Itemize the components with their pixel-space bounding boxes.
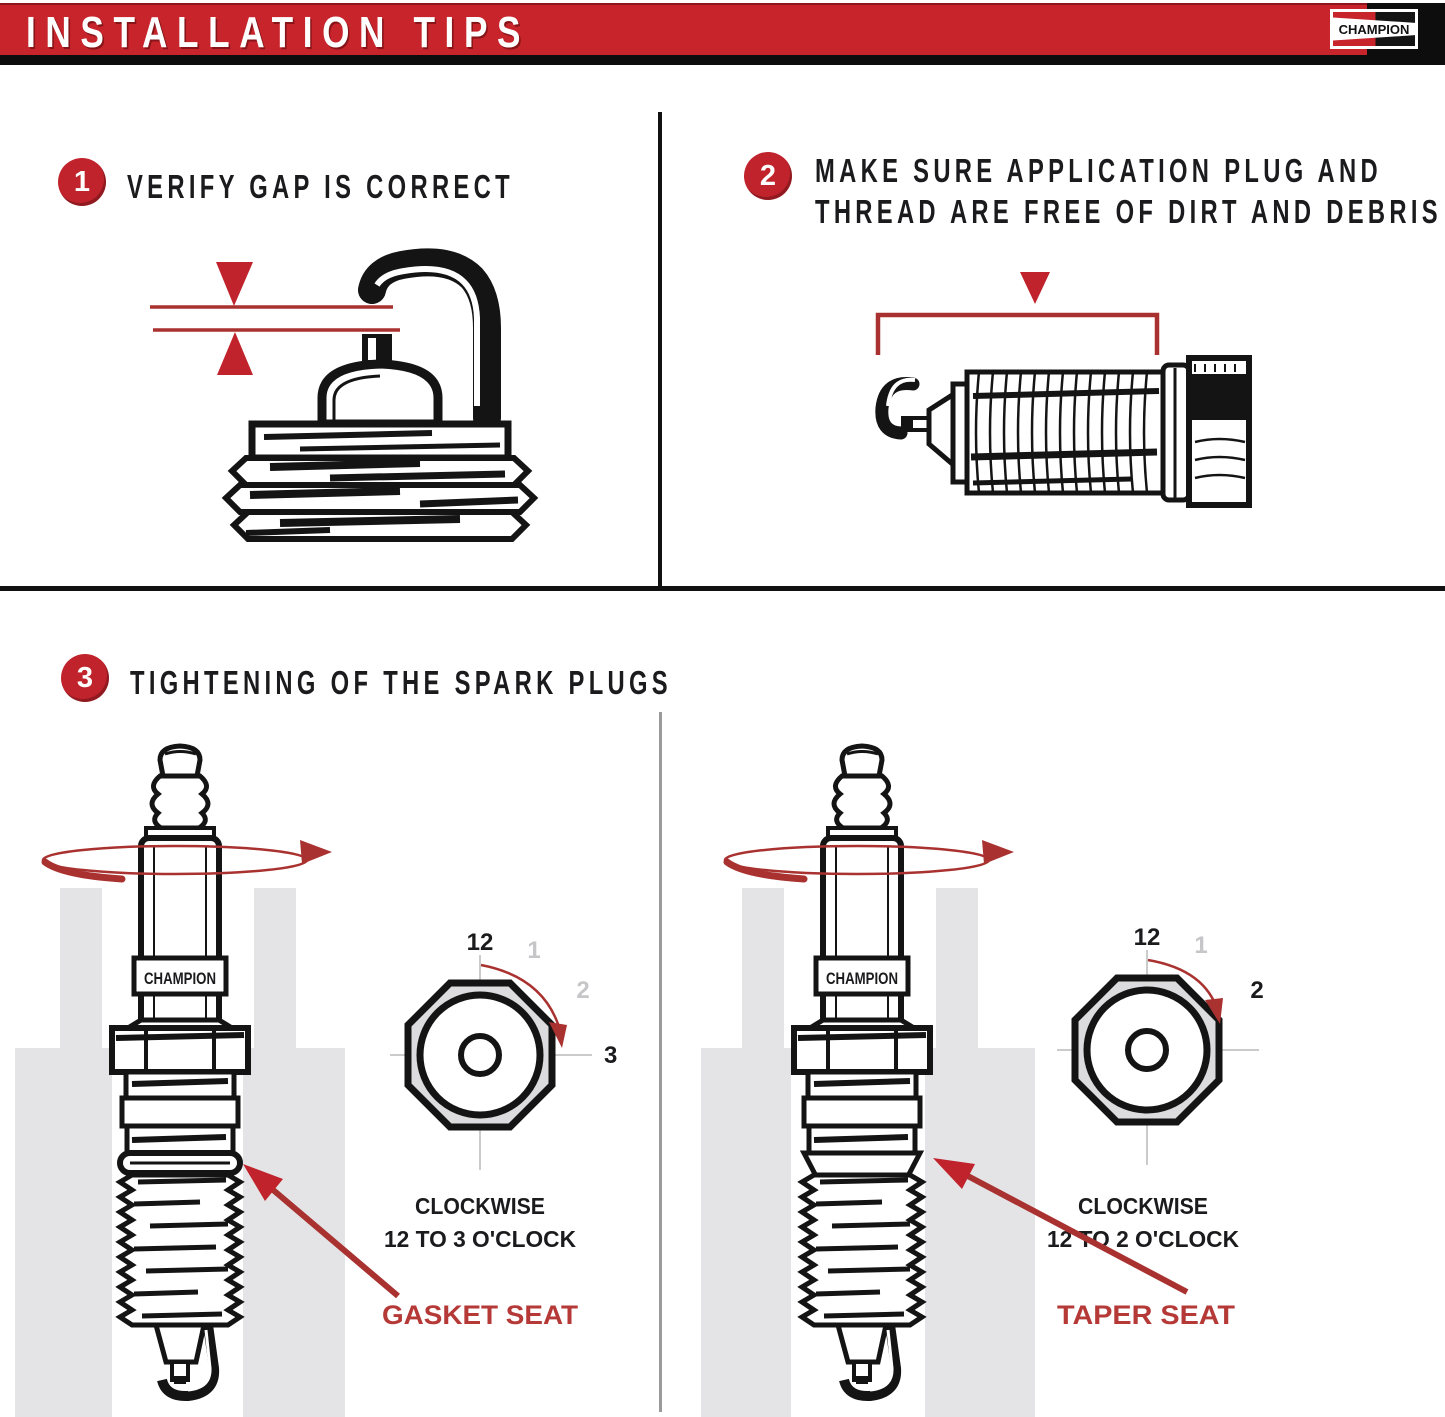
clean-thread-illustration bbox=[661, 66, 1445, 588]
clock-2: 2 bbox=[576, 977, 590, 1004]
horizontal-spark-plug-drawing bbox=[882, 358, 1249, 505]
clock-3: 3 bbox=[604, 1042, 618, 1069]
registered-mark: ® bbox=[1408, 41, 1414, 48]
step-1-title: VERIFY GAP IS CORRECT bbox=[127, 168, 514, 205]
plug-brand-label: CHAMPION bbox=[144, 969, 216, 988]
clock-1: 1 bbox=[1194, 932, 1208, 959]
taper-seat-label: TAPER SEAT bbox=[1057, 1300, 1236, 1330]
step-2-title-line1: MAKE SURE APPLICATION PLUG AND bbox=[815, 152, 1382, 189]
step-2-badge: 2 bbox=[744, 152, 792, 200]
tightening-clock-diagram bbox=[1057, 924, 1264, 1165]
step-1-badge: 1 bbox=[58, 158, 106, 206]
taper-seat-panel bbox=[661, 712, 1445, 1417]
step-3-badge: 3 bbox=[61, 654, 109, 702]
champion-logo-text: CHAMPION bbox=[1338, 21, 1410, 37]
clock-2: 2 bbox=[1250, 977, 1264, 1004]
direction-caption-line1: CLOCKWISE bbox=[1078, 1193, 1208, 1219]
champion-logo bbox=[1330, 9, 1418, 49]
plug-brand-label: CHAMPION bbox=[826, 969, 898, 988]
gasket-seat-panel bbox=[0, 712, 660, 1417]
step-3-title: TIGHTENING OF THE SPARK PLUGS bbox=[130, 664, 672, 701]
gasket-seat-label: GASKET SEAT bbox=[382, 1300, 579, 1330]
gap-arrow-icons bbox=[216, 262, 253, 375]
tightening-clock-diagram bbox=[390, 929, 617, 1170]
clock-12: 12 bbox=[1133, 924, 1161, 951]
gap-measurement-lines bbox=[150, 307, 400, 330]
clock-1: 1 bbox=[527, 937, 541, 964]
down-arrow-icon bbox=[1020, 272, 1050, 304]
direction-caption-line1: CLOCKWISE bbox=[415, 1193, 545, 1219]
step-2-title-line2: THREAD ARE FREE OF DIRT AND DEBRIS bbox=[815, 193, 1442, 230]
direction-caption-line2: 12 TO 3 O'CLOCK bbox=[384, 1226, 577, 1252]
thread-span-bracket bbox=[878, 272, 1157, 355]
gasket-seat-plug-drawing bbox=[112, 746, 248, 1396]
direction-caption-line2: 12 TO 2 O'CLOCK bbox=[1047, 1226, 1240, 1252]
gap-check-illustration bbox=[0, 66, 660, 588]
taper-seat-plug-drawing bbox=[794, 746, 930, 1396]
page-title: INSTALLATION TIPS bbox=[26, 8, 531, 57]
clock-12: 12 bbox=[466, 929, 494, 956]
spark-plug-tip-drawing bbox=[226, 262, 534, 539]
